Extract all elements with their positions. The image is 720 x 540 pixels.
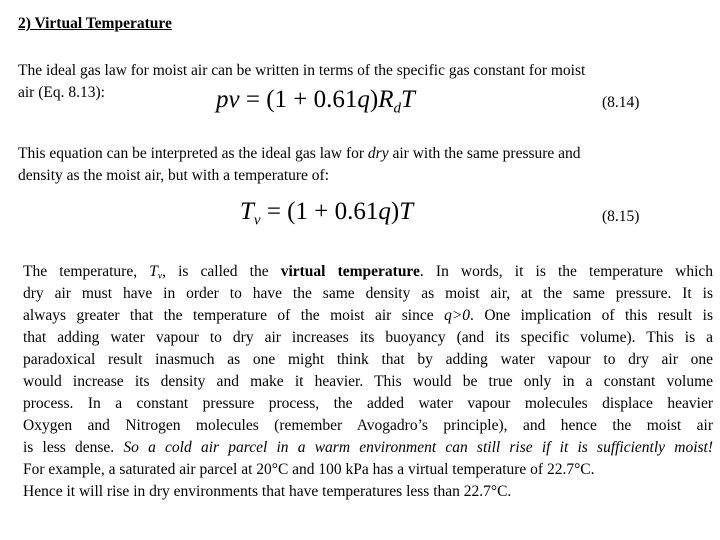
body-line-1: The temperature, $T_v$, is called the virtual temperature. In words, it is the temperature which <box>23 263 714 282</box>
intro-line-1: The ideal gas law for moist air can be written in terms of the specific gas constant for moist <box>18 62 586 79</box>
body-line-9: is less dense. So a cold air parcel in a warm environment can still rise if it is sufficiently moist! <box>23 439 713 456</box>
body-line-6: would increase its density and make it heavier. This would be true only in a constant volume <box>23 373 713 390</box>
body-line-8: Oxygen and Nitrogen molecules (remember Avogadro’s principle), and hence the moist air <box>23 417 713 434</box>
body-line-3: always greater that the temperature of the moist air since q>0. One implication of this result is <box>23 307 713 324</box>
virtual-temperature-term: virtual temperature <box>280 263 420 280</box>
body-paragraph <box>23 261 713 503</box>
rise-emphasis: So a cold air parcel in a warm environment can still rise if it is sufficiently moist! <box>123 439 713 456</box>
equation-8-14: pv = $(1 + 0.61q)R_dT$ <box>216 86 415 117</box>
body-line-2: dry air must have in order to have the same density as moist air, at the same pressure. It is <box>23 285 713 302</box>
interpretation-line-2: density as the moist air, but with a temperature of: <box>18 167 330 184</box>
equation-number-8-15: (8.15) <box>602 208 640 225</box>
body-line-11: Hence it will rise in dry environments that have temperatures less than 22.7°C. <box>23 483 512 500</box>
equation-8-15: $T_v = (1 + 0.61q)T$ <box>240 198 414 229</box>
interpretation-line-1: This equation can be interpreted as the ideal gas law for dry air with the same pressure and <box>18 145 581 162</box>
body-line-5: paradoxical result inasmuch as one might think that by adding water vapour to dry air one <box>23 351 713 368</box>
body-line-4: that adding water vapour to dry air increases its buoyancy (and its specific volume). This is a <box>23 329 713 346</box>
interpretation-paragraph <box>18 143 698 187</box>
equation-number-8-14: (8.14) <box>602 94 640 111</box>
dry-emphasis: dry <box>367 145 389 162</box>
intro-line-2: air (Eq. 8.13): <box>18 84 105 101</box>
body-line-7: process. In a constant pressure process, the added water vapour molecules displace heavier <box>23 395 713 412</box>
body-line-10: For example, a saturated air parcel at 20°C and 100 kPa has a virtual temperature of 22.7°C. <box>23 461 595 478</box>
section-title: 2) Virtual Temperature <box>18 15 172 32</box>
